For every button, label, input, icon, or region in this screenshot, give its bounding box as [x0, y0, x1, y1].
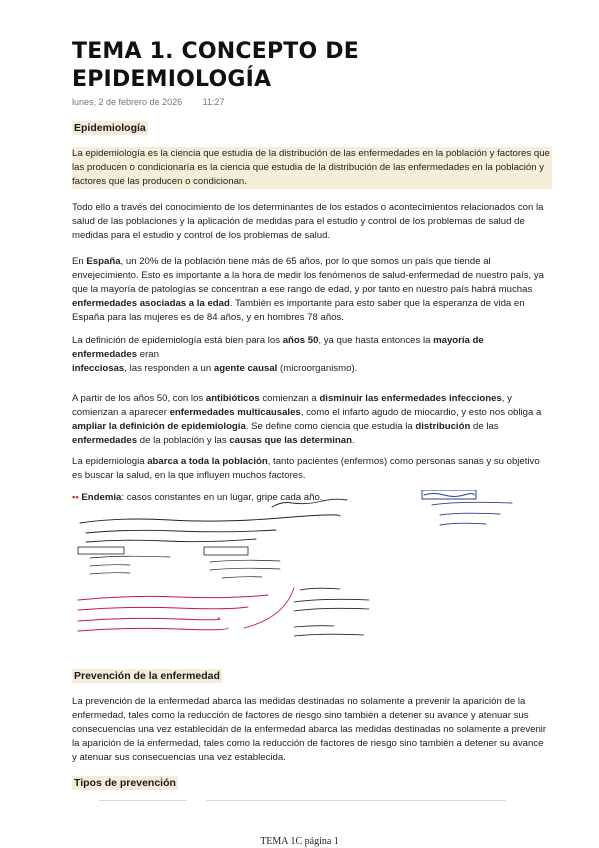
- page-meta: [72, 97, 242, 107]
- divider-right: [206, 800, 506, 801]
- page-footer: TEMA 1C página 1: [260, 836, 339, 847]
- title-line-2: EPIDEMIOLOGÍA: [72, 67, 272, 92]
- divider-left: [99, 800, 187, 801]
- paragraph-antibioticos: A partir de los años 50, con los antibióticos comienzan a disminuir las enfermedades infecciones, y comienzan a aparecer enfermedades multicausales, como el infarto agudo de miocardio, y esto nos obliga a ampliar la definición de epidemiología. Se define como ciencia que estudia la distribución de las enfermedades de la población y las causas que las determinan.: [72, 393, 542, 446]
- heading-prevencion: Prevención de la enfermedad: [74, 670, 220, 682]
- paragraph-determinantes: Todo ello a través del conocimiento de los determinantes de los estados o acontecimientos relacionados con la salud de las poblaciones y la aplicación de medidas para el estudio y control de los problemas de salud de medidas para el estudio y control de los problemas de salud.: [72, 202, 544, 241]
- handwritten-notes-image: [72, 490, 542, 650]
- paragraph-prevencion: La prevención de la enfermedad abarca las medidas destinadas no solamente a prevenir la aparición de la enfermedad, tales como la reducción de factores de riesgo sino también a detener su avance y atenuar sus consecuencias una vez establecidán de la enfermedad abarca las medidas destinadas no solamente a prevenir la aparición de la enfermedad, tales como la reducción de factores de riesgo sino también a detener su avance y atenuar sus consecuencias una vez establecida.: [72, 696, 547, 763]
- heading-epidemiologia: Epidemiología: [74, 122, 146, 134]
- endemia-line: •• Endemia: casos constantes en un lugar, gripe cada año.: [72, 492, 323, 503]
- page-time: 11:27: [202, 97, 225, 107]
- page-date: lunes, 2 de febrero de 2026: [72, 97, 183, 107]
- heading-tipos-prevencion: Tipos de prevención: [74, 777, 176, 789]
- paragraph-anos-50: La definición de epidemiología está bien para los años 50, ya que hasta entonces la mayoría de enfermedades eran infecciosas, las responden a un agente causal (microorganismo).: [72, 335, 484, 374]
- paragraph-espana: En España, un 20% de la población tiene más de 65 años, por lo que somos un país que tiende al envejecimiento. Esto es importante a la hora de medir los fenómenos de salud-enfermedad de nuestro país, ya que la mayoría de patologías se concentran a ese rango de edad, y por tanto en nuestro país habrá muchas enfermedades asociadas a la edad. También es importante para esto saber que la esperanza de vida en España para las mujeres es de 84 años, y en hombres 78 años.: [72, 256, 544, 323]
- title-line-1: TEMA 1. CONCEPTO DE: [72, 39, 359, 64]
- endemia-bullet: ••: [72, 492, 79, 503]
- paragraph-poblacion: La epidemiologia abarca a toda la población, tanto pacientes (enfermos) como personas sanas y su objetivo es buscar la salud, en la que influyen muchos factores.: [72, 456, 540, 481]
- page-title: [72, 38, 359, 94]
- epi-definition: La epidemiología es la ciencia que estudia de la distribución de las enfermedades en la población y factores que las producen o condicionaría es la ciencia que estudia de la distribución de las enfermedades en la población y factores que las producen o condicionan.: [72, 147, 552, 189]
